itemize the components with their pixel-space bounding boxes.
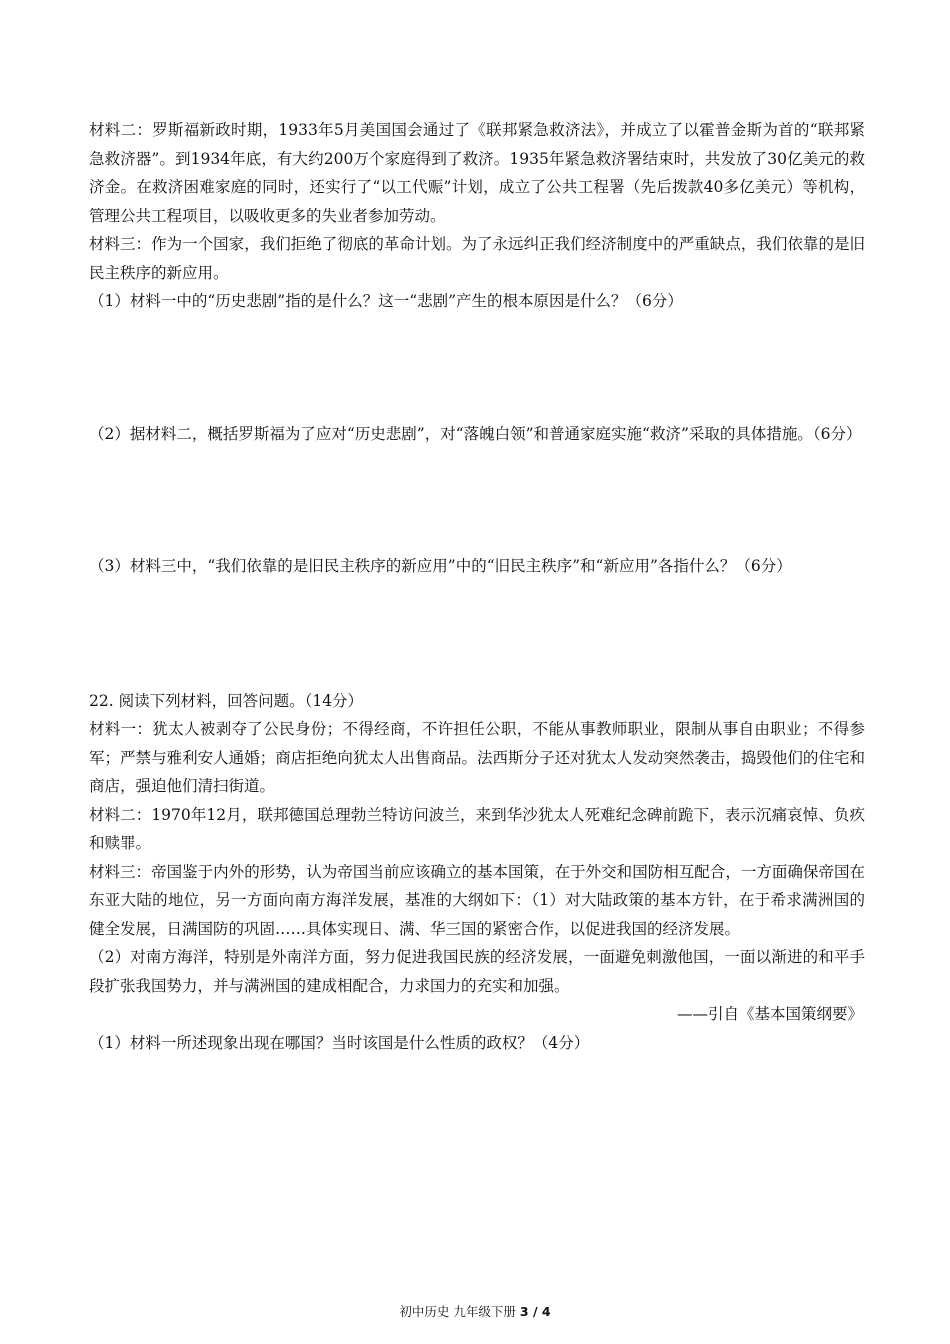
page-number: 3 / 4 — [519, 1304, 551, 1319]
exam-page-content — [89, 116, 865, 1057]
question-21-2: （2）据材料二，概括罗斯福为了应对“历史悲剧”，对“落魄白领”和普通家庭实施“救济”采取的具体措施。（6分） — [89, 424, 862, 443]
answer-space — [89, 448, 865, 552]
material-2-paragraph: 材料二：罗斯福新政时期，1933年5月美国国会通过了《联邦紧急救济法》，并成立了以霍普金斯为首的“联邦紧急救济器”。到1934年底，有大约200万个家庭得到了救济。1935年紧急救济署结束时，共发放了30亿美元的救济金。在救济困难家庭的同时，还实行了“以工代赈”计划，成立了公共工程署（先后拨款40多亿美元）等机构，管理公共工程项目，以吸收更多的失业者参加劳动。 — [89, 121, 865, 225]
q22-material-2-paragraph: 材料二：1970年12月，联邦德国总理勃兰特访问波兰，来到华沙犹太人死难纪念碑前跪下，表示沉痛哀悼、负疚和赎罪。 — [89, 805, 865, 852]
footer-label: 初中历史 九年级下册 — [399, 1304, 516, 1319]
question-22-1: （1）材料一所述现象出现在哪国？当时该国是什么性质的政权？（4分） — [89, 1033, 590, 1052]
source-citation: ——引自《基本国策纲要》 — [676, 1005, 863, 1023]
material-3-paragraph: 材料三：作为一个国家，我们拒绝了彻底的革命计划。为了永远纠正我们经济制度中的严重缺点，我们依靠的是旧民主秩序的新应用。 — [89, 235, 865, 282]
question-21-1: （1）材料一中的“历史悲剧”指的是什么？这一“悲剧”产生的根本原因是什么？（6分） — [89, 292, 683, 310]
q22-material-1-paragraph: 材料一：犹太人被剥夺了公民身份；不得经商，不许担任公职，不能从事教师职业，限制从事自由职业；不得参军；严禁与雅利安人通婚；商店拒绝向犹太人出售商品。法西斯分子还对犹太人发动突然袭击，捣毁他们的住宅和商店，强迫他们清扫街道。 — [89, 720, 865, 795]
question-22-title: 22. 阅读下列材料，回答问题。（14分） — [89, 691, 364, 710]
answer-space — [89, 581, 865, 687]
answer-space — [89, 316, 865, 420]
page-footer — [0, 1302, 950, 1320]
question-21-3: （3）材料三中，“我们依靠的是旧民主秩序的新应用”中的“旧民主秩序”和“新应用”各指什么？（6分） — [89, 557, 792, 575]
q22-material-3-continued: （2）对南方海洋，特别是外南洋方面，努力促进我国民族的经济发展，一面避免刺激他国，一面以渐进的和平手段扩张我国势力，并与满洲国的建成相配合，力求国力的充实和加强。 — [89, 948, 865, 995]
q22-material-3-paragraph: 材料三：帝国鉴于内外的形势，认为帝国当前应该确立的基本国策，在于外交和国防相互配合，一方面确保帝国在东亚大陆的地位，另一方面向南方海洋发展，基准的大纲如下：（1）对大陆政策的基本方针，在于希求满洲国的健全发展，日满国防的巩固……具体实现日、满、华三国的紧密合作，以促进我国的经济发展。 — [89, 862, 865, 938]
